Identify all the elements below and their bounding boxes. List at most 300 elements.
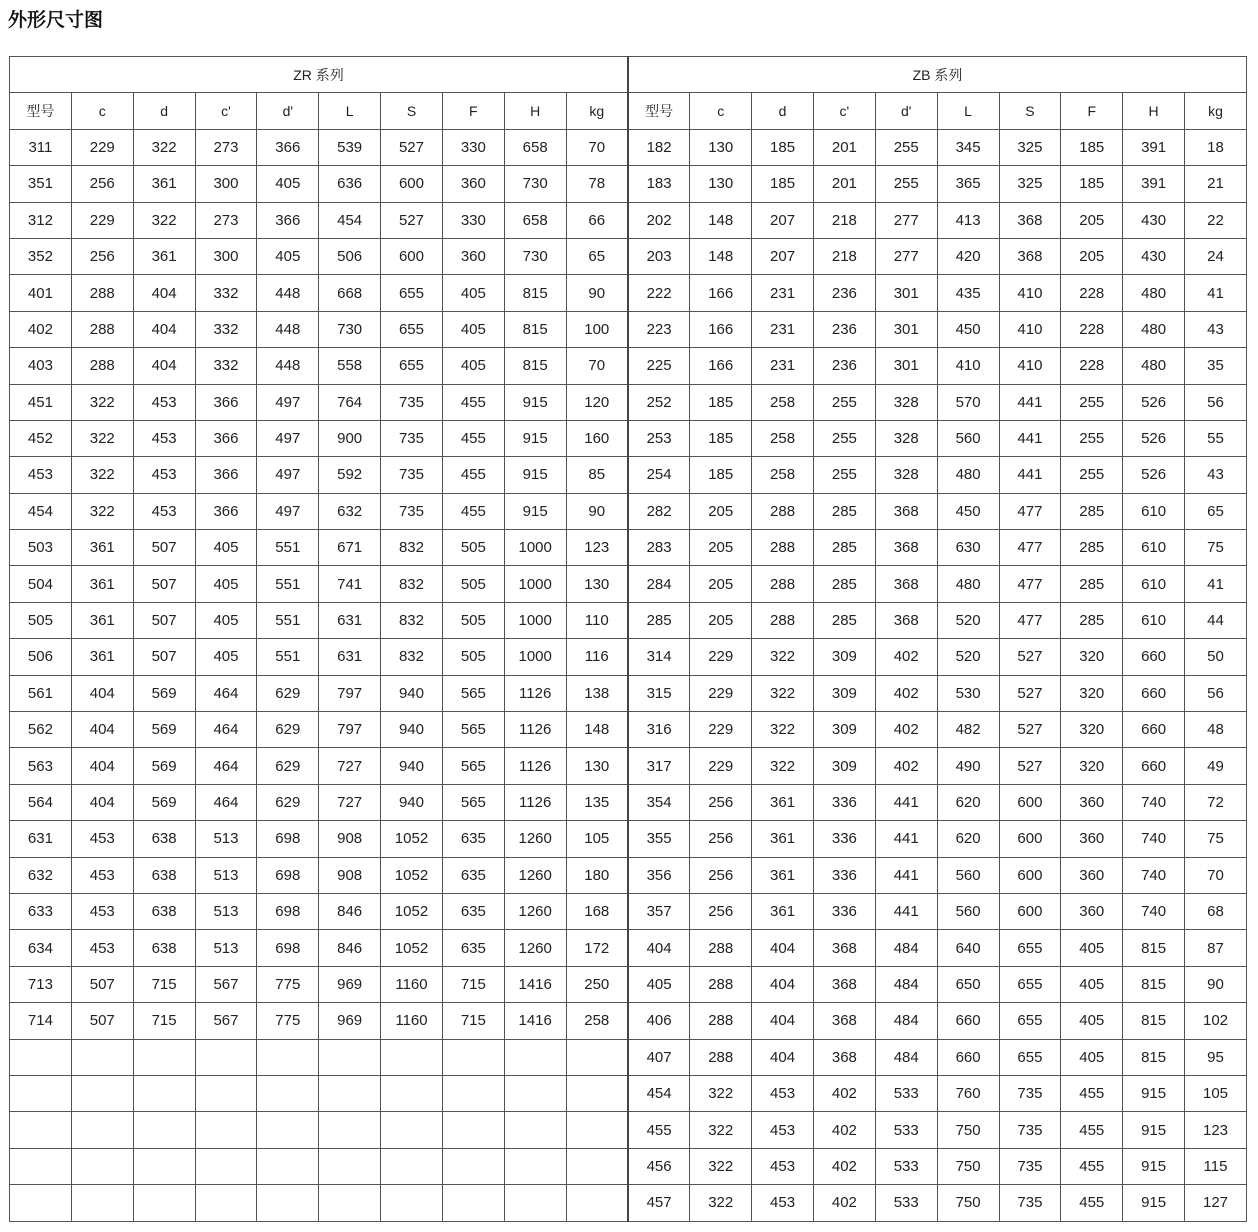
zb-cell: 527 (999, 675, 1061, 711)
zb-cell: 405 (1061, 930, 1123, 966)
zr-cell (71, 1112, 133, 1148)
table-row (10, 1148, 1247, 1184)
zr-cell: 332 (195, 311, 257, 347)
zr-cell (71, 1185, 133, 1221)
zr-cell: 1052 (381, 893, 443, 929)
zr-cell: 635 (442, 857, 504, 893)
zr-cell: 366 (195, 457, 257, 493)
zr-cell: 671 (319, 530, 381, 566)
zb-cell: 228 (1061, 311, 1123, 347)
zr-cell: 100 (566, 311, 628, 347)
zr-cell (195, 1148, 257, 1184)
zr-cell (10, 1075, 72, 1111)
zb-cell: 477 (999, 493, 1061, 529)
zb-cell: 231 (752, 311, 814, 347)
zb-cell: 361 (752, 784, 814, 820)
zb-cell: 317 (628, 748, 690, 784)
zr-cell: 505 (442, 602, 504, 638)
zr-cell: 846 (319, 893, 381, 929)
zr-cell: 715 (133, 966, 195, 1002)
zb-cell: 357 (628, 893, 690, 929)
zb-cell: 620 (937, 821, 999, 857)
zr-cell: 332 (195, 348, 257, 384)
zb-cell: 480 (937, 457, 999, 493)
zr-cell: 632 (10, 857, 72, 893)
zb-cell: 570 (937, 384, 999, 420)
zb-cell: 735 (999, 1185, 1061, 1221)
table-row (10, 602, 1247, 638)
zb-cell: 405 (628, 966, 690, 1002)
zb-cell: 660 (937, 1039, 999, 1075)
zb-cell: 320 (1061, 639, 1123, 675)
zr-cell: 1126 (504, 712, 566, 748)
zr-cell (442, 1075, 504, 1111)
zb-cell: 526 (1123, 384, 1185, 420)
zb-cell: 148 (690, 202, 752, 238)
zb-cell: 285 (1061, 493, 1123, 529)
zb-cell: 255 (1061, 420, 1123, 456)
zb-cell: 229 (690, 748, 752, 784)
zr-cell: 969 (319, 1003, 381, 1039)
zr-cell (319, 1185, 381, 1221)
zb-cell: 490 (937, 748, 999, 784)
zb-cell: 65 (1185, 493, 1247, 529)
zr-cell: 453 (71, 893, 133, 929)
zb-cell: 655 (999, 1039, 1061, 1075)
zr-cell: 404 (133, 348, 195, 384)
zb-cell: 95 (1185, 1039, 1247, 1075)
zb-cell: 185 (1061, 129, 1123, 165)
zr-cell: 815 (504, 275, 566, 311)
zr-cell: 1160 (381, 1003, 443, 1039)
zr-cell: 361 (133, 166, 195, 202)
zr-cell: 453 (133, 493, 195, 529)
zb-cell: 600 (999, 784, 1061, 820)
zb-cell: 320 (1061, 712, 1123, 748)
zb-cell: 368 (813, 930, 875, 966)
zr-cell: 638 (133, 893, 195, 929)
zb-cell: 530 (937, 675, 999, 711)
zr-cell: 454 (319, 202, 381, 238)
zb-cell: 183 (628, 166, 690, 202)
zb-cell: 223 (628, 311, 690, 347)
zb-cell: 285 (813, 493, 875, 529)
zr-cell: 448 (257, 311, 319, 347)
zr-cell: 715 (442, 1003, 504, 1039)
zr-cell (504, 1148, 566, 1184)
zr-cell: 1000 (504, 639, 566, 675)
zr-series-header: ZR 系列 (10, 57, 628, 93)
zr-cell: 539 (319, 129, 381, 165)
zb-cell: 402 (813, 1185, 875, 1221)
zr-cell: 507 (133, 639, 195, 675)
zr-cell: 322 (71, 384, 133, 420)
zb-cell: 435 (937, 275, 999, 311)
zb-cell: 229 (690, 639, 752, 675)
zb-cell: 75 (1185, 821, 1247, 857)
zr-cell: 366 (195, 420, 257, 456)
zb-cell: 18 (1185, 129, 1247, 165)
zr-cell: 658 (504, 129, 566, 165)
zr-cell: 915 (504, 384, 566, 420)
zb-cell: 480 (1123, 275, 1185, 311)
zb-cell: 402 (875, 712, 937, 748)
zb-cell: 35 (1185, 348, 1247, 384)
zb-cell: 407 (628, 1039, 690, 1075)
zb-cell: 560 (937, 420, 999, 456)
zr-cell: 332 (195, 275, 257, 311)
zr-cell: 1260 (504, 930, 566, 966)
zb-cell: 740 (1123, 821, 1185, 857)
zr-cell (257, 1075, 319, 1111)
zb-cell: 527 (999, 712, 1061, 748)
zb-cell: 391 (1123, 166, 1185, 202)
table-row (10, 348, 1247, 384)
zb-cell: 750 (937, 1148, 999, 1184)
zb-cell: 322 (690, 1112, 752, 1148)
zr-cell: 405 (257, 238, 319, 274)
zr-cell (133, 1039, 195, 1075)
zr-cell (442, 1112, 504, 1148)
zr-cell: 464 (195, 712, 257, 748)
zb-cell: 285 (813, 530, 875, 566)
zb-cell: 201 (813, 129, 875, 165)
zb-cell: 404 (752, 1039, 814, 1075)
zr-cell: 832 (381, 639, 443, 675)
zr-cell: 741 (319, 566, 381, 602)
zr-cell: 775 (257, 966, 319, 1002)
zb-cell: 256 (690, 893, 752, 929)
zr-cell: 629 (257, 712, 319, 748)
table-row (10, 1003, 1247, 1039)
zb-cell: 336 (813, 784, 875, 820)
zr-column-header: S (381, 93, 443, 129)
zb-cell: 322 (690, 1185, 752, 1221)
zb-cell: 355 (628, 821, 690, 857)
zb-cell: 322 (752, 675, 814, 711)
zb-cell: 406 (628, 1003, 690, 1039)
zr-cell: 658 (504, 202, 566, 238)
zb-cell: 735 (999, 1112, 1061, 1148)
zb-cell: 322 (752, 712, 814, 748)
zb-cell: 477 (999, 566, 1061, 602)
zb-cell: 336 (813, 821, 875, 857)
zb-cell: 322 (752, 639, 814, 675)
zb-cell: 185 (690, 384, 752, 420)
dimension-table (9, 56, 1247, 1222)
zr-column-header: d' (257, 93, 319, 129)
zb-cell: 336 (813, 893, 875, 929)
zb-cell: 360 (1061, 821, 1123, 857)
zr-cell: 455 (442, 457, 504, 493)
zr-cell: 940 (381, 675, 443, 711)
zr-cell: 735 (381, 457, 443, 493)
zb-cell: 255 (1061, 384, 1123, 420)
zb-cell: 288 (690, 966, 752, 1002)
zr-cell: 629 (257, 784, 319, 820)
zb-cell: 527 (999, 639, 1061, 675)
zr-cell: 405 (442, 275, 504, 311)
zr-cell: 288 (71, 311, 133, 347)
zr-cell: 631 (319, 602, 381, 638)
zr-cell (133, 1185, 195, 1221)
zb-cell: 309 (813, 639, 875, 675)
zb-cell: 328 (875, 384, 937, 420)
zb-cell: 410 (999, 311, 1061, 347)
zr-cell: 969 (319, 966, 381, 1002)
zb-cell: 368 (813, 1003, 875, 1039)
zb-cell: 410 (937, 348, 999, 384)
table-row (10, 1185, 1247, 1221)
zb-cell: 480 (1123, 311, 1185, 347)
zb-cell: 43 (1185, 457, 1247, 493)
zr-cell: 565 (442, 784, 504, 820)
zr-cell: 322 (71, 420, 133, 456)
zr-column-header: H (504, 93, 566, 129)
zr-cell (319, 1112, 381, 1148)
zr-cell: 633 (10, 893, 72, 929)
zb-cell: 441 (875, 784, 937, 820)
zr-cell: 507 (133, 566, 195, 602)
zr-cell: 405 (195, 639, 257, 675)
zb-cell: 185 (752, 166, 814, 202)
zr-cell: 565 (442, 675, 504, 711)
zr-cell: 513 (195, 821, 257, 857)
zr-cell: 1052 (381, 930, 443, 966)
zr-cell: 352 (10, 238, 72, 274)
zr-cell: 404 (71, 748, 133, 784)
zb-cell: 56 (1185, 384, 1247, 420)
zr-cell: 361 (71, 530, 133, 566)
zr-cell: 714 (10, 1003, 72, 1039)
zr-cell: 600 (381, 166, 443, 202)
zr-cell: 90 (566, 275, 628, 311)
zb-cell: 477 (999, 530, 1061, 566)
zr-cell: 322 (71, 493, 133, 529)
zb-cell: 402 (875, 675, 937, 711)
zb-cell: 231 (752, 275, 814, 311)
table-row (10, 748, 1247, 784)
zb-cell: 455 (1061, 1075, 1123, 1111)
zr-cell: 764 (319, 384, 381, 420)
zr-cell: 405 (442, 311, 504, 347)
zr-cell: 405 (195, 566, 257, 602)
zb-cell: 430 (1123, 238, 1185, 274)
zb-cell: 255 (813, 457, 875, 493)
zr-cell: 448 (257, 275, 319, 311)
zr-cell: 513 (195, 930, 257, 966)
zb-cell: 480 (1123, 348, 1185, 384)
table-row (10, 712, 1247, 748)
zb-cell: 484 (875, 930, 937, 966)
zr-cell: 513 (195, 857, 257, 893)
zb-column-header: c' (813, 93, 875, 129)
zb-cell: 258 (752, 420, 814, 456)
zr-cell: 635 (442, 930, 504, 966)
zr-cell: 562 (10, 712, 72, 748)
zb-cell: 455 (628, 1112, 690, 1148)
zr-cell: 715 (133, 1003, 195, 1039)
zr-cell: 360 (442, 238, 504, 274)
zb-column-header: 型号 (628, 93, 690, 129)
table-row (10, 821, 1247, 857)
zb-column-header: d' (875, 93, 937, 129)
zb-cell: 256 (690, 784, 752, 820)
zr-cell: 715 (442, 966, 504, 1002)
zr-cell: 505 (442, 566, 504, 602)
zb-cell: 915 (1123, 1148, 1185, 1184)
zr-cell (504, 1075, 566, 1111)
zb-cell: 365 (937, 166, 999, 202)
zr-cell: 507 (133, 602, 195, 638)
zb-cell: 44 (1185, 602, 1247, 638)
zr-cell: 1260 (504, 821, 566, 857)
zb-cell: 130 (690, 129, 752, 165)
zr-cell (319, 1075, 381, 1111)
zb-cell: 750 (937, 1112, 999, 1148)
zr-cell: 655 (381, 311, 443, 347)
zb-series-header: ZB 系列 (628, 57, 1247, 93)
zb-cell: 610 (1123, 602, 1185, 638)
zb-column-header: d (752, 93, 814, 129)
zb-cell: 256 (690, 857, 752, 893)
zb-cell: 740 (1123, 784, 1185, 820)
zr-cell: 405 (442, 348, 504, 384)
zb-cell: 185 (690, 420, 752, 456)
zr-cell: 629 (257, 748, 319, 784)
zr-cell: 565 (442, 712, 504, 748)
zb-cell: 254 (628, 457, 690, 493)
zr-cell: 453 (71, 930, 133, 966)
zb-cell: 72 (1185, 784, 1247, 820)
zb-cell: 526 (1123, 420, 1185, 456)
zr-cell: 256 (71, 238, 133, 274)
zb-cell: 360 (1061, 784, 1123, 820)
table-row (10, 166, 1247, 202)
zb-cell: 288 (690, 930, 752, 966)
zr-cell (381, 1148, 443, 1184)
zr-cell: 65 (566, 238, 628, 274)
zr-cell: 322 (133, 129, 195, 165)
zb-cell: 236 (813, 311, 875, 347)
zb-cell: 368 (875, 602, 937, 638)
zr-cell: 561 (10, 675, 72, 711)
zr-cell: 507 (71, 966, 133, 1002)
zb-cell: 527 (999, 748, 1061, 784)
zb-cell: 405 (1061, 1003, 1123, 1039)
zb-cell: 915 (1123, 1075, 1185, 1111)
zb-cell: 277 (875, 238, 937, 274)
table-row (10, 530, 1247, 566)
zb-cell: 255 (813, 384, 875, 420)
zr-cell: 366 (195, 384, 257, 420)
zr-cell: 915 (504, 420, 566, 456)
zb-cell: 252 (628, 384, 690, 420)
zb-cell: 345 (937, 129, 999, 165)
zr-cell: 180 (566, 857, 628, 893)
zr-cell: 832 (381, 602, 443, 638)
zr-cell: 453 (71, 821, 133, 857)
zb-cell: 301 (875, 348, 937, 384)
zr-cell: 505 (442, 639, 504, 675)
zb-cell: 450 (937, 493, 999, 529)
zb-cell: 22 (1185, 202, 1247, 238)
zr-cell: 451 (10, 384, 72, 420)
zr-cell: 403 (10, 348, 72, 384)
zb-cell: 218 (813, 238, 875, 274)
zb-cell: 322 (690, 1148, 752, 1184)
zr-cell: 569 (133, 748, 195, 784)
zr-column-header: kg (566, 93, 628, 129)
zr-cell: 698 (257, 857, 319, 893)
zr-cell (381, 1185, 443, 1221)
zb-column-header: c (690, 93, 752, 129)
zb-cell: 43 (1185, 311, 1247, 347)
zr-cell: 638 (133, 930, 195, 966)
zb-cell: 660 (937, 1003, 999, 1039)
zr-cell: 405 (257, 166, 319, 202)
zb-cell: 56 (1185, 675, 1247, 711)
zb-cell: 205 (690, 530, 752, 566)
zr-cell (504, 1185, 566, 1221)
zr-cell: 668 (319, 275, 381, 311)
zb-cell: 205 (690, 602, 752, 638)
zb-cell: 322 (752, 748, 814, 784)
table-row (10, 857, 1247, 893)
zb-cell: 203 (628, 238, 690, 274)
zr-column-header: F (442, 93, 504, 129)
zr-cell: 1126 (504, 748, 566, 784)
zb-cell: 185 (690, 457, 752, 493)
zb-cell: 405 (1061, 1039, 1123, 1075)
zb-cell: 441 (999, 384, 1061, 420)
zb-cell: 660 (1123, 712, 1185, 748)
table-row (10, 930, 1247, 966)
zb-cell: 48 (1185, 712, 1247, 748)
zb-cell: 127 (1185, 1185, 1247, 1221)
zb-cell: 123 (1185, 1112, 1247, 1148)
zr-cell: 464 (195, 675, 257, 711)
zb-cell: 255 (875, 166, 937, 202)
zb-cell: 402 (875, 748, 937, 784)
zr-cell: 655 (381, 275, 443, 311)
zr-cell: 727 (319, 748, 381, 784)
zr-cell: 569 (133, 675, 195, 711)
zr-cell: 940 (381, 784, 443, 820)
zr-cell: 815 (504, 311, 566, 347)
zb-cell: 205 (1061, 238, 1123, 274)
zr-cell: 1052 (381, 857, 443, 893)
zr-cell: 797 (319, 712, 381, 748)
zb-cell: 356 (628, 857, 690, 893)
zb-cell: 70 (1185, 857, 1247, 893)
zr-cell: 635 (442, 821, 504, 857)
zb-cell: 735 (999, 1148, 1061, 1184)
zb-cell: 49 (1185, 748, 1247, 784)
zb-cell: 655 (999, 930, 1061, 966)
zr-cell (319, 1148, 381, 1184)
zb-cell: 560 (937, 893, 999, 929)
table-row (10, 493, 1247, 529)
zr-cell (71, 1075, 133, 1111)
zb-cell: 484 (875, 1003, 937, 1039)
zb-cell: 368 (999, 202, 1061, 238)
zr-cell: 634 (10, 930, 72, 966)
zr-cell: 130 (566, 748, 628, 784)
zb-cell: 288 (752, 602, 814, 638)
zb-cell: 361 (752, 857, 814, 893)
zr-cell: 148 (566, 712, 628, 748)
